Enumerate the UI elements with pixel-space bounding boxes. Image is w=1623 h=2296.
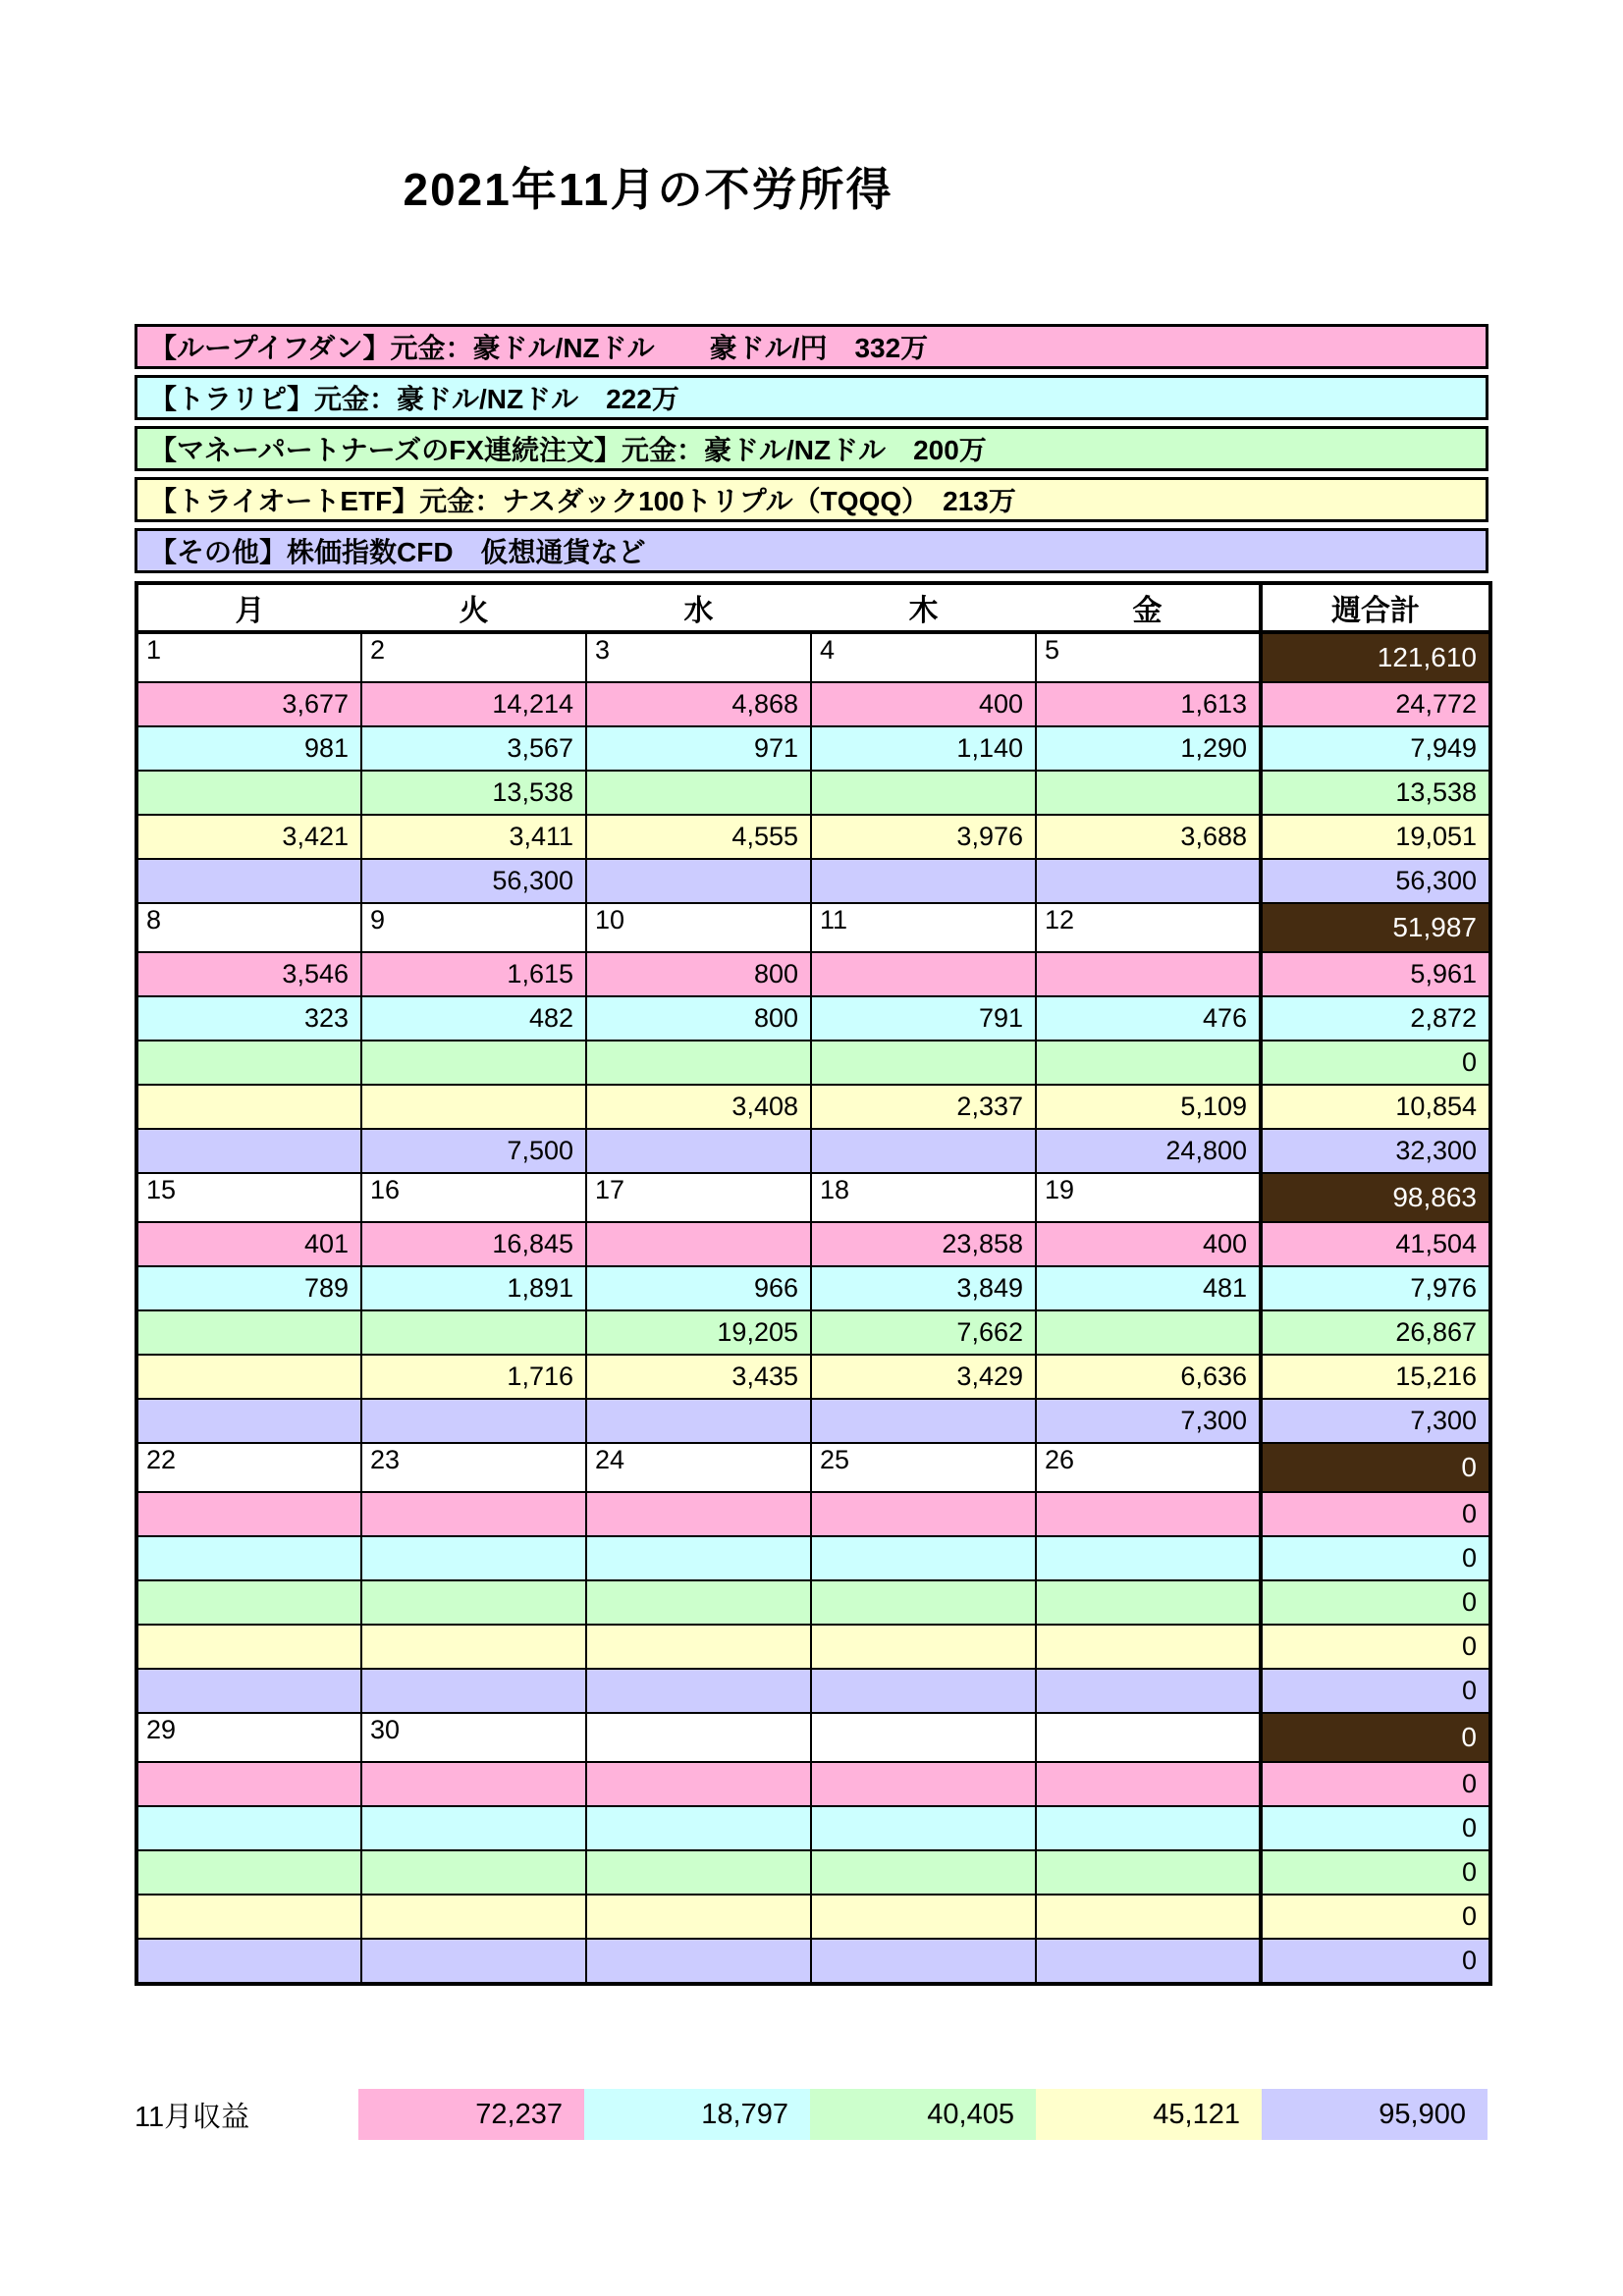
income-cell <box>136 1806 361 1850</box>
category-week-total-cell: 0 <box>1261 1806 1490 1850</box>
income-cell <box>586 1895 811 1939</box>
column-header-2: 水 <box>586 583 811 632</box>
income-cell <box>136 1492 361 1536</box>
category-week-total-cell: 0 <box>1261 1939 1490 1984</box>
week-3-day-row <box>136 1173 1490 1222</box>
income-cell <box>811 1492 1036 1536</box>
week-2-green-row <box>136 1041 1490 1085</box>
income-cell: 14,214 <box>361 682 586 726</box>
income-cell <box>136 1129 361 1173</box>
income-cell <box>1036 1939 1261 1984</box>
income-cell: 482 <box>361 996 586 1041</box>
week-5-cyan-row <box>136 1806 1490 1850</box>
summary-cell-yellow: 45,121 <box>1036 2089 1262 2140</box>
category-week-total-cell: 5,961 <box>1261 952 1490 996</box>
income-cell <box>361 1895 586 1939</box>
income-cell <box>811 1536 1036 1580</box>
week-1-pink-row <box>136 682 1490 726</box>
income-cell <box>361 1085 586 1129</box>
income-cell <box>811 1129 1036 1173</box>
income-calendar-table <box>135 581 1492 1986</box>
week-2-pink-row <box>136 952 1490 996</box>
day-cell: 25 <box>811 1443 1036 1492</box>
week-1-green-row <box>136 771 1490 815</box>
income-cell <box>1036 859 1261 903</box>
week-4-lavender-row <box>136 1669 1490 1713</box>
column-header-5: 週合計 <box>1261 583 1490 632</box>
category-week-total-cell: 0 <box>1261 1850 1490 1895</box>
income-cell: 789 <box>136 1266 361 1310</box>
category-week-total-cell: 7,300 <box>1261 1399 1490 1443</box>
income-cell <box>1036 1492 1261 1536</box>
income-cell <box>136 1580 361 1625</box>
income-cell: 19,205 <box>586 1310 811 1355</box>
income-cell <box>136 1399 361 1443</box>
week-total-cell: 51,987 <box>1261 903 1490 952</box>
income-cell <box>586 1806 811 1850</box>
income-cell <box>136 1085 361 1129</box>
income-cell <box>1036 771 1261 815</box>
income-cell: 323 <box>136 996 361 1041</box>
monthly-summary-cells <box>358 2089 1488 2140</box>
income-cell: 3,411 <box>361 815 586 859</box>
week-4-cyan-row <box>136 1536 1490 1580</box>
day-cell: 17 <box>586 1173 811 1222</box>
income-cell <box>586 1762 811 1806</box>
income-cell: 800 <box>586 996 811 1041</box>
summary-cell-green: 40,405 <box>810 2089 1036 2140</box>
legend-item-loop-ifudan <box>135 324 1488 369</box>
income-cell <box>586 1850 811 1895</box>
legend-item-label: 【マネーパートナーズのFX連続注文】元金：豪ドル/NZドル 200万 <box>149 435 987 465</box>
category-legend <box>135 324 1488 573</box>
legend-item-label: 【ループイフダン】元金：豪ドル/NZドル 豪ドル/円 332万 <box>149 333 929 363</box>
week-4-day-row <box>136 1443 1490 1492</box>
income-cell: 16,845 <box>361 1222 586 1266</box>
income-cell: 476 <box>1036 996 1261 1041</box>
day-cell: 5 <box>1036 632 1261 682</box>
summary-cell-pink: 72,237 <box>358 2089 584 2140</box>
income-cell <box>1036 1762 1261 1806</box>
week-total-cell: 121,610 <box>1261 632 1490 682</box>
income-cell: 3,849 <box>811 1266 1036 1310</box>
income-cell <box>1036 1806 1261 1850</box>
income-cell: 6,636 <box>1036 1355 1261 1399</box>
income-cell <box>811 952 1036 996</box>
day-cell: 26 <box>1036 1443 1261 1492</box>
income-cell <box>361 1492 586 1536</box>
income-cell <box>361 1580 586 1625</box>
column-header-0: 月 <box>136 583 361 632</box>
income-cell <box>1036 1895 1261 1939</box>
income-cell <box>361 1536 586 1580</box>
week-4-green-row <box>136 1580 1490 1625</box>
day-cell: 3 <box>586 632 811 682</box>
category-week-total-cell: 19,051 <box>1261 815 1490 859</box>
week-2-lavender-row <box>136 1129 1490 1173</box>
income-cell: 7,662 <box>811 1310 1036 1355</box>
income-cell: 1,290 <box>1036 726 1261 771</box>
income-cell: 23,858 <box>811 1222 1036 1266</box>
income-cell: 1,613 <box>1036 682 1261 726</box>
week-3-cyan-row <box>136 1266 1490 1310</box>
income-cell <box>811 859 1036 903</box>
income-cell: 981 <box>136 726 361 771</box>
income-cell: 3,976 <box>811 815 1036 859</box>
week-total-cell: 98,863 <box>1261 1173 1490 1222</box>
income-cell <box>586 1492 811 1536</box>
category-week-total-cell: 7,976 <box>1261 1266 1490 1310</box>
income-cell: 3,546 <box>136 952 361 996</box>
column-header-1: 火 <box>361 583 586 632</box>
income-cell: 966 <box>586 1266 811 1310</box>
income-cell: 1,891 <box>361 1266 586 1310</box>
income-cell: 481 <box>1036 1266 1261 1310</box>
day-cell: 15 <box>136 1173 361 1222</box>
income-cell <box>361 1806 586 1850</box>
day-cell: 18 <box>811 1173 1036 1222</box>
income-cell: 401 <box>136 1222 361 1266</box>
category-week-total-cell: 41,504 <box>1261 1222 1490 1266</box>
income-cell <box>361 1399 586 1443</box>
calendar-body <box>136 632 1490 1984</box>
day-cell: 4 <box>811 632 1036 682</box>
day-cell <box>811 1713 1036 1762</box>
day-cell: 19 <box>1036 1173 1261 1222</box>
day-cell: 10 <box>586 903 811 952</box>
income-cell <box>586 771 811 815</box>
day-cell: 12 <box>1036 903 1261 952</box>
legend-item-triauto-etf <box>135 477 1488 522</box>
day-cell: 24 <box>586 1443 811 1492</box>
income-cell: 400 <box>1036 1222 1261 1266</box>
income-cell <box>586 859 811 903</box>
income-cell <box>361 1850 586 1895</box>
week-total-cell: 0 <box>1261 1443 1490 1492</box>
income-cell: 800 <box>586 952 811 996</box>
day-cell: 2 <box>361 632 586 682</box>
week-1-yellow-row <box>136 815 1490 859</box>
income-cell: 4,868 <box>586 682 811 726</box>
income-cell: 791 <box>811 996 1036 1041</box>
week-1-cyan-row <box>136 726 1490 771</box>
category-week-total-cell: 0 <box>1261 1625 1490 1669</box>
category-week-total-cell: 0 <box>1261 1895 1490 1939</box>
income-cell <box>586 1939 811 1984</box>
category-week-total-cell: 0 <box>1261 1580 1490 1625</box>
day-cell: 22 <box>136 1443 361 1492</box>
week-5-lavender-row <box>136 1939 1490 1984</box>
week-2-cyan-row <box>136 996 1490 1041</box>
income-cell <box>136 1939 361 1984</box>
income-cell <box>811 1762 1036 1806</box>
category-week-total-cell: 10,854 <box>1261 1085 1490 1129</box>
calendar-header-row <box>136 583 1490 632</box>
income-cell <box>586 1669 811 1713</box>
income-cell <box>361 1939 586 1984</box>
week-2-day-row <box>136 903 1490 952</box>
income-cell <box>586 1399 811 1443</box>
legend-item-toraripi <box>135 375 1488 420</box>
income-cell <box>586 1129 811 1173</box>
income-cell <box>811 1625 1036 1669</box>
income-cell: 3,421 <box>136 815 361 859</box>
category-week-total-cell: 26,867 <box>1261 1310 1490 1355</box>
week-1-lavender-row <box>136 859 1490 903</box>
day-cell: 8 <box>136 903 361 952</box>
monthly-summary-row <box>135 2089 1488 2140</box>
income-cell <box>811 1580 1036 1625</box>
income-cell: 3,688 <box>1036 815 1261 859</box>
income-cell: 3,567 <box>361 726 586 771</box>
income-cell <box>136 1536 361 1580</box>
income-cell <box>361 1041 586 1085</box>
income-cell <box>811 1939 1036 1984</box>
income-cell: 13,538 <box>361 771 586 815</box>
income-cell <box>361 1762 586 1806</box>
income-cell: 24,800 <box>1036 1129 1261 1173</box>
category-week-total-cell: 24,772 <box>1261 682 1490 726</box>
category-week-total-cell: 0 <box>1261 1492 1490 1536</box>
legend-item-money-partners <box>135 426 1488 471</box>
income-cell <box>136 859 361 903</box>
category-week-total-cell: 2,872 <box>1261 996 1490 1041</box>
income-cell <box>361 1625 586 1669</box>
income-cell <box>136 1669 361 1713</box>
income-cell: 5,109 <box>1036 1085 1261 1129</box>
income-cell <box>811 1895 1036 1939</box>
week-3-green-row <box>136 1310 1490 1355</box>
category-week-total-cell: 7,949 <box>1261 726 1490 771</box>
week-3-yellow-row <box>136 1355 1490 1399</box>
income-cell <box>136 1762 361 1806</box>
week-1-day-row <box>136 632 1490 682</box>
week-5-green-row <box>136 1850 1490 1895</box>
income-cell: 3,677 <box>136 682 361 726</box>
week-2-yellow-row <box>136 1085 1490 1129</box>
income-cell <box>136 1895 361 1939</box>
week-3-pink-row <box>136 1222 1490 1266</box>
income-cell <box>811 1806 1036 1850</box>
income-cell <box>1036 1536 1261 1580</box>
column-header-3: 木 <box>811 583 1036 632</box>
week-3-lavender-row <box>136 1399 1490 1443</box>
week-4-pink-row <box>136 1492 1490 1536</box>
income-cell: 1,615 <box>361 952 586 996</box>
week-5-day-row <box>136 1713 1490 1762</box>
summary-cell-lavender: 95,900 <box>1262 2089 1488 2140</box>
income-cell: 3,429 <box>811 1355 1036 1399</box>
income-cell <box>586 1536 811 1580</box>
income-cell <box>136 1355 361 1399</box>
category-week-total-cell: 0 <box>1261 1669 1490 1713</box>
income-cell <box>1036 1669 1261 1713</box>
category-week-total-cell: 15,216 <box>1261 1355 1490 1399</box>
column-header-4: 金 <box>1036 583 1261 632</box>
income-cell: 56,300 <box>361 859 586 903</box>
category-week-total-cell: 13,538 <box>1261 771 1490 815</box>
income-cell <box>1036 952 1261 996</box>
income-cell <box>136 1041 361 1085</box>
page-title: 2021年11月の不労所得 <box>403 163 893 215</box>
monthly-summary-label: 11月収益 <box>135 2101 250 2133</box>
income-cell: 971 <box>586 726 811 771</box>
category-week-total-cell: 0 <box>1261 1762 1490 1806</box>
income-cell: 4,555 <box>586 815 811 859</box>
income-cell <box>811 771 1036 815</box>
week-total-cell: 0 <box>1261 1713 1490 1762</box>
income-cell <box>361 1310 586 1355</box>
income-cell: 400 <box>811 682 1036 726</box>
income-cell: 1,716 <box>361 1355 586 1399</box>
summary-cell-cyan: 18,797 <box>584 2089 810 2140</box>
income-cell <box>136 1850 361 1895</box>
income-cell <box>136 1310 361 1355</box>
day-cell: 1 <box>136 632 361 682</box>
day-cell <box>1036 1713 1261 1762</box>
income-cell <box>1036 1625 1261 1669</box>
income-cell <box>586 1041 811 1085</box>
income-cell: 2,337 <box>811 1085 1036 1129</box>
income-cell <box>811 1041 1036 1085</box>
legend-item-label: 【トラリピ】元金：豪ドル/NZドル 222万 <box>149 384 679 414</box>
income-cell <box>1036 1850 1261 1895</box>
week-5-yellow-row <box>136 1895 1490 1939</box>
income-cell <box>586 1580 811 1625</box>
income-cell <box>136 1625 361 1669</box>
week-5-pink-row <box>136 1762 1490 1806</box>
income-cell <box>811 1399 1036 1443</box>
income-cell <box>811 1850 1036 1895</box>
category-week-total-cell: 0 <box>1261 1041 1490 1085</box>
category-week-total-cell: 56,300 <box>1261 859 1490 903</box>
week-4-yellow-row <box>136 1625 1490 1669</box>
day-cell: 29 <box>136 1713 361 1762</box>
income-cell <box>811 1669 1036 1713</box>
income-cell <box>586 1222 811 1266</box>
day-cell <box>586 1713 811 1762</box>
day-cell: 9 <box>361 903 586 952</box>
income-cell <box>1036 1310 1261 1355</box>
legend-item-label: 【その他】株価指数CFD 仮想通貨など <box>149 537 646 567</box>
legend-item-sonota <box>135 528 1488 573</box>
category-week-total-cell: 32,300 <box>1261 1129 1490 1173</box>
day-cell: 11 <box>811 903 1036 952</box>
day-cell: 16 <box>361 1173 586 1222</box>
day-cell: 30 <box>361 1713 586 1762</box>
income-cell <box>361 1669 586 1713</box>
income-cell <box>136 771 361 815</box>
income-cell <box>1036 1041 1261 1085</box>
category-week-total-cell: 0 <box>1261 1536 1490 1580</box>
legend-item-label: 【トライオートETF】元金：ナスダック100トリプル（TQQQ） 213万 <box>149 486 1016 516</box>
calendar-header <box>136 583 1490 632</box>
income-cell <box>1036 1580 1261 1625</box>
income-cell: 7,300 <box>1036 1399 1261 1443</box>
day-cell: 23 <box>361 1443 586 1492</box>
income-cell: 3,435 <box>586 1355 811 1399</box>
income-cell: 1,140 <box>811 726 1036 771</box>
income-cell: 7,500 <box>361 1129 586 1173</box>
income-cell: 3,408 <box>586 1085 811 1129</box>
income-cell <box>586 1625 811 1669</box>
